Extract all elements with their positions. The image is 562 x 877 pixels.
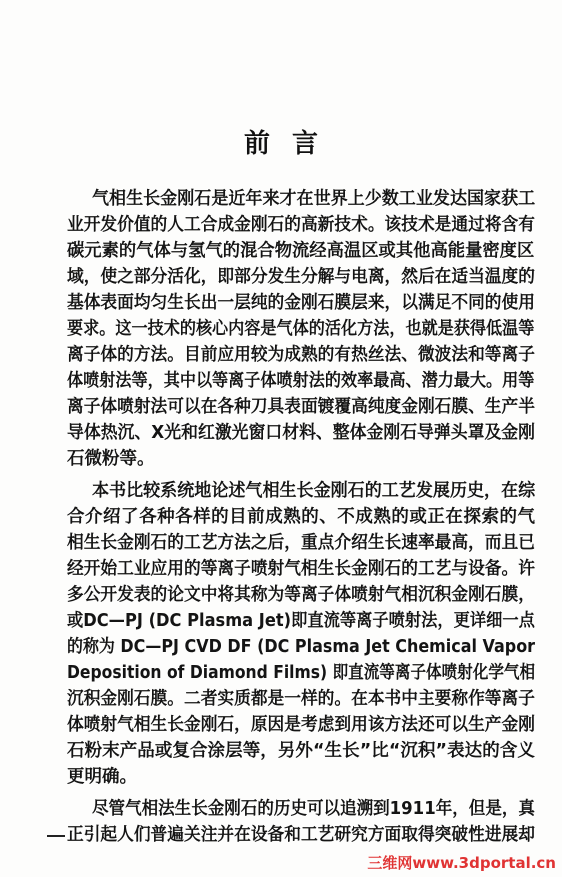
text-line: 正引起人们普遍关注并在设备和工艺研究方面取得突破性进展却	[67, 825, 535, 845]
text-line: 域，使之部分活化，即部分发生分解与电离，然后在适当温度的	[67, 267, 535, 287]
text-line: 气相生长金刚石是近年来才在世界上少数工业发达国家获工	[92, 189, 536, 209]
text-line: 石微粉等。	[67, 449, 155, 469]
text-line: 离子体的方法。目前应用较为成熟的有热丝法、微波法和等离子	[67, 345, 535, 365]
margin-mark	[47, 835, 65, 837]
text-line: 碳元素的气体与氢气的混合物流经高温区或其他高能量密度区	[67, 241, 535, 261]
text-line: 经开始工业应用的等离子喷射气相生长金刚石的工艺与设备。许	[67, 559, 535, 579]
text-line: 的称为 DC—PJ CVD DF (DC Plasma Jet Chemical Vapor	[67, 637, 536, 657]
text-line: 体喷射气相生长金刚石，原因是考虑到用该方法还可以生产金刚	[67, 715, 535, 735]
text-line: 基体表面均匀生长出一层纯的金刚石膜层来，以满足不同的使用	[67, 293, 535, 313]
text-line: 更明确。	[67, 767, 137, 787]
text-line: Deposition of Diamond Films) 即直流等离子体喷射化学气相	[67, 663, 536, 683]
text-line: 业开发价值的人工合成金刚石的高新技术。该技术是通过将含有	[67, 215, 535, 235]
text-line: 相生长金刚石的工艺方法之后，重点介绍生长速率最高，而且已	[67, 533, 535, 553]
text-line: 尽管气相法生长金刚石的历史可以追溯到1911年，但是，真	[92, 799, 535, 819]
text-line: 离子体喷射法可以在各种刀具表面镀覆高纯度金刚石膜、生产半	[67, 397, 535, 417]
watermark: 三维网www.3dportal.cn	[367, 854, 556, 872]
text-line: 合介绍了各种各样的目前成熟的、不成熟的或正在探索的气	[67, 507, 536, 527]
text-line: 多公开发表的论文中将其称为等离子体喷射气相沉积金刚石膜，	[67, 585, 535, 605]
text-line: 本书比较系统地论述气相生长金刚石的工艺发展历史，在综	[92, 481, 536, 501]
text-line: 石粉末产品或复合涂层等，另外“生长”比“沉积”表达的含义	[67, 741, 535, 761]
text-line: 要求。这一技术的核心内容是气体的活化方法，也就是获得低温等	[67, 319, 535, 339]
text-line: 导体热沉、X光和红激光窗口材料、整体金刚石导弹头罩及金刚	[67, 423, 536, 443]
page-title: 前言	[243, 129, 340, 159]
text-line: 或DC—PJ (DC Plasma Jet)即直流等离子喷射法，更详细一点	[67, 611, 535, 631]
text-line: 体喷射法等，其中以等离子体喷射法的效率最高、潜力最大。用等	[67, 371, 535, 391]
text-line: 沉积金刚石膜。二者实质都是一样的。在本书中主要称作等离子	[67, 689, 535, 709]
